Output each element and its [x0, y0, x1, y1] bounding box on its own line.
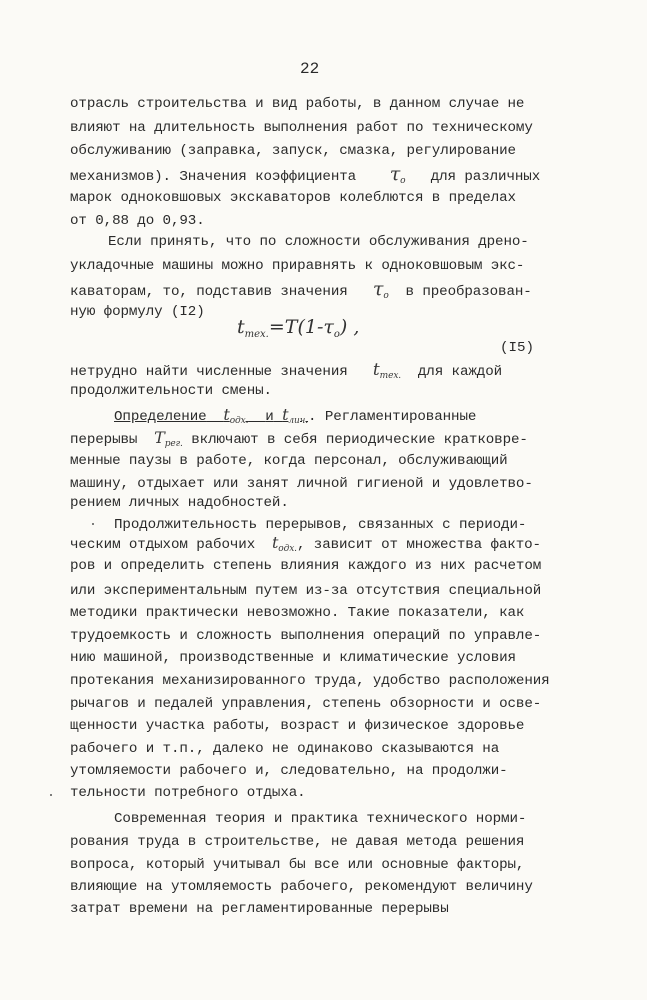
text-line: рования труда в строительстве, не давая метода решения — [70, 834, 525, 850]
text-line: укладочные машины можно приравнять к одноковшовым экс- — [70, 258, 525, 274]
text-line: методики практически невозможно. Такие показатели, как — [70, 605, 525, 621]
text-line: трудоемкость и сложность выполнения операций по управле- — [70, 628, 542, 644]
text-line: менные паузы в работе, когда персонал, обслуживающий — [70, 453, 508, 469]
text-line: ную формулу (I2) — [70, 304, 205, 320]
text-line: рением личных надобностей. — [70, 495, 289, 511]
text-line: обслуживанию (заправка, запуск, смазка, регулирование — [70, 143, 516, 159]
text-line: рабочего и т.п., далеко не одинаково сказываются на — [70, 741, 500, 757]
text-line: механизмов). Значения коэффициента $\tau_o$ для различных — [70, 163, 541, 186]
handwritten-t-reg: $T_{рег.}$ — [154, 428, 183, 449]
scan-speck — [50, 794, 52, 796]
text-line: марок одноковшовых экскаваторов колеблются в пределах — [70, 190, 516, 206]
handwritten-tau: $\tau_o$ — [389, 163, 406, 186]
handwritten-tau: $\tau_o$ — [372, 278, 389, 301]
text-line: затрат времени на регламентированные перерывы — [70, 901, 449, 917]
text-line: влияющие на утомляемость рабочего, рекомендуют величину — [70, 879, 533, 895]
handwritten-t-odh: $t_{одх.}$ — [271, 533, 297, 554]
text-line: Продолжительность перерывов, связанных с периоди- — [114, 517, 527, 533]
handwritten-t-lich: $t_{лич.}$ — [282, 405, 309, 426]
text-line: Если принять, что по сложности обслуживания дрено- — [108, 234, 529, 250]
text-line: утомляемости рабочего и, следовательно, на продолжи- — [70, 763, 508, 779]
text-line: нетрудно найти численные значения $t_{тех.}$ для каждой — [70, 360, 503, 381]
formula: $t_{тех.}=T(1-\tau_o)$ , — [237, 316, 360, 340]
page-number: 22 — [300, 60, 320, 78]
text-line: ров и определить степень влияния каждого из них расчетом — [70, 558, 542, 574]
text-line: Современная теория и практика технического норми- — [114, 811, 527, 827]
text-line: ческим отдыхом рабочих $t_{одх.}$, зависит от множества факто- — [70, 533, 541, 554]
text-line: перерывы $T_{рег.}$ включают в себя периодические кратковре- — [70, 428, 528, 449]
text-line: щенности участка работы, возраст и физическое здоровье — [70, 718, 525, 734]
handwritten-t-odh: $t_{одх.}$ — [223, 405, 249, 426]
text-line: рычагов и педалей управления, степень обзорности и осве- — [70, 696, 542, 712]
text-line: нию машиной, производственные и климатические условия — [70, 650, 516, 666]
scan-speck — [92, 523, 94, 525]
text-line: вопроса, который учитывал бы все или основные факторы, — [70, 857, 525, 873]
text-line: продолжительности смены. — [70, 383, 272, 399]
text-line: влияют на длительность выполнения работ по техническому — [70, 120, 533, 136]
text-line: от 0,88 до 0,93. — [70, 213, 205, 229]
text-line: или экспериментальным путем из-за отсутствия специальной — [70, 583, 542, 599]
handwritten-t-tex: $t_{тех.}$ — [372, 360, 402, 381]
text-line: Определение $t_{одх.}$ и $t_{лич.}$. Регламентированные — [114, 405, 477, 426]
equation-number: (I5) — [500, 340, 535, 356]
text-line: машину, отдыхает или занят личной гигиеной и удовлетво- — [70, 476, 533, 492]
text-line: тельности потребного отдыха. — [70, 785, 306, 801]
text-line: отрасль строительства и вид работы, в данном случае не — [70, 96, 525, 112]
text-line: протекания механизированного труда, удобство расположения — [70, 673, 550, 689]
text-line: каваторам, то, подставив значения $\tau_o$ в преобразован- — [70, 278, 532, 301]
